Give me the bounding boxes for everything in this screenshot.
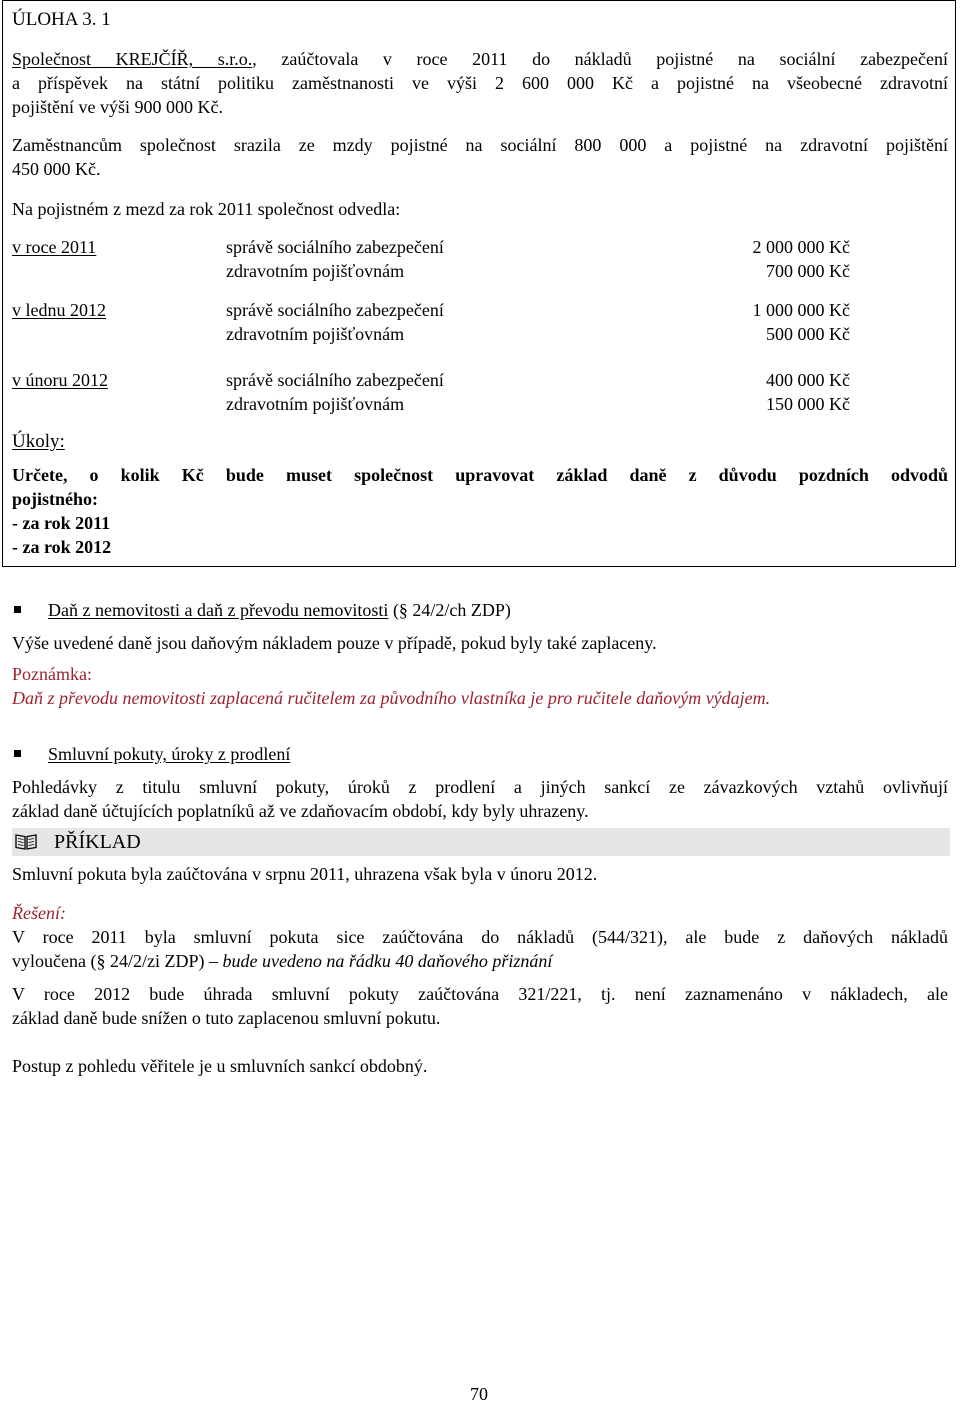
- payment-health-label: zdravotním pojišťovnám: [226, 324, 405, 344]
- task-paragraph-1-line-1: Společnost KREJČÍŘ, s.r.o., zaúčtovala v roce 2011 do nákladů pojistné na sociální zabezpečení: [12, 49, 949, 69]
- section-1-text: Výše uvedené daně jsou daňovým nákladem pouze v případě, pokud byly také zaplaceny.: [12, 633, 657, 653]
- payment-period: v lednu 2012: [12, 300, 106, 320]
- company-name: Společnost KREJČÍŘ, s.r.o.: [12, 49, 253, 69]
- example-text: Smluvní pokuta byla zaúčtována v srpnu 2011, uhrazena však byla v únoru 2012.: [12, 864, 598, 884]
- square-bullet-icon: [14, 606, 21, 613]
- example-heading: PŘÍKLAD: [54, 831, 141, 853]
- example-heading-bar: [12, 828, 950, 856]
- section-heading-penalties: Smluvní pokuty, úroky z prodlení: [48, 744, 291, 764]
- solution-2-line-2: základ daně bude snížen o tuto zaplacenou smluvní pokutu.: [12, 1008, 441, 1028]
- task-paragraph-2-line-1: Zaměstnancům společnost srazila ze mzdy pojistné na sociální 800 000 a pojistné na zdravotní pojištění: [12, 135, 948, 155]
- payment-health-amount: 500 000 Kč: [766, 324, 850, 344]
- solution-1-line-2: vyloučena (§ 24/2/zi ZDP) – bude uvedeno na řádku 40 daňového přiznání: [12, 951, 553, 971]
- payment-health-amount: 150 000 Kč: [766, 394, 850, 414]
- payment-social-label: správě sociálního zabezpečení: [226, 370, 444, 390]
- task-paragraph-1-line-3: pojištění ve výši 900 000 Kč.: [12, 97, 223, 117]
- task-paragraph-2-line-2: 450 000 Kč.: [12, 159, 101, 179]
- question-line-1: Určete, o kolik Kč bude muset společnost upravovat základ daně z důvodu pozdních odvodů: [12, 465, 948, 485]
- section-2-text-line-1: Pohledávky z titulu smluvní pokuty, úroků z prodlení a jiných sankcí ze závazkových vztahů ovlivňují: [12, 777, 948, 797]
- payment-health-amount: 700 000 Kč: [766, 261, 850, 281]
- book-icon: [14, 833, 38, 851]
- question-item-2011: - za rok 2011: [12, 513, 111, 533]
- solution-1-line-1: V roce 2011 byla smluvní pokuta sice zaúčtována do nákladů (544/321), ale bude z daňových nákladů: [12, 927, 948, 947]
- task-title: ÚLOHA 3. 1: [12, 9, 111, 30]
- tasks-heading: Úkoly:: [12, 431, 65, 452]
- task-paragraph-3: Na pojistném z mezd za rok 2011 společnost odvedla:: [12, 199, 401, 219]
- question-item-2012: - za rok 2012: [12, 537, 112, 557]
- page-number: 70: [470, 1384, 488, 1404]
- task-paragraph-1-line-2: a příspěvek na státní politiku zaměstnanosti ve výši 2 600 000 Kč a pojistné na všeobecné zdravotní: [12, 73, 948, 93]
- payment-social-label: správě sociálního zabezpečení: [226, 237, 444, 257]
- section-2-text-line-2: základ daně účtujících poplatníků až ve zdaňovacím období, kdy byly uhrazeny.: [12, 801, 589, 821]
- solution-3: Postup z pohledu věřitele je u smluvních sankcí obdobný.: [12, 1056, 428, 1076]
- solution-label: Řešení:: [12, 903, 66, 923]
- payment-social-amount: 400 000 Kč: [766, 370, 850, 390]
- payment-period: v únoru 2012: [12, 370, 108, 390]
- payment-period: v roce 2011: [12, 237, 97, 257]
- payment-social-amount: 1 000 000 Kč: [752, 300, 850, 320]
- solution-2-line-1: V roce 2012 bude úhrada smluvní pokuty zaúčtována 321/221, tj. není zaznamenáno v nákladech, ale: [12, 984, 948, 1004]
- note-text: Daň z převodu nemovitosti zaplacená ručitelem za původního vlastníka je pro ručitele daňovým výdajem.: [12, 688, 771, 708]
- section-heading-property-tax: Daň z nemovitosti a daň z převodu nemovitosti (§ 24/2/ch ZDP): [48, 600, 511, 620]
- payment-social-label: správě sociálního zabezpečení: [226, 300, 444, 320]
- square-bullet-icon: [14, 750, 21, 757]
- question-line-2: pojistného:: [12, 489, 99, 509]
- payment-social-amount: 2 000 000 Kč: [752, 237, 850, 257]
- payment-health-label: zdravotním pojišťovnám: [226, 394, 405, 414]
- note-label: Poznámka:: [12, 664, 92, 684]
- payment-health-label: zdravotním pojišťovnám: [226, 261, 405, 281]
